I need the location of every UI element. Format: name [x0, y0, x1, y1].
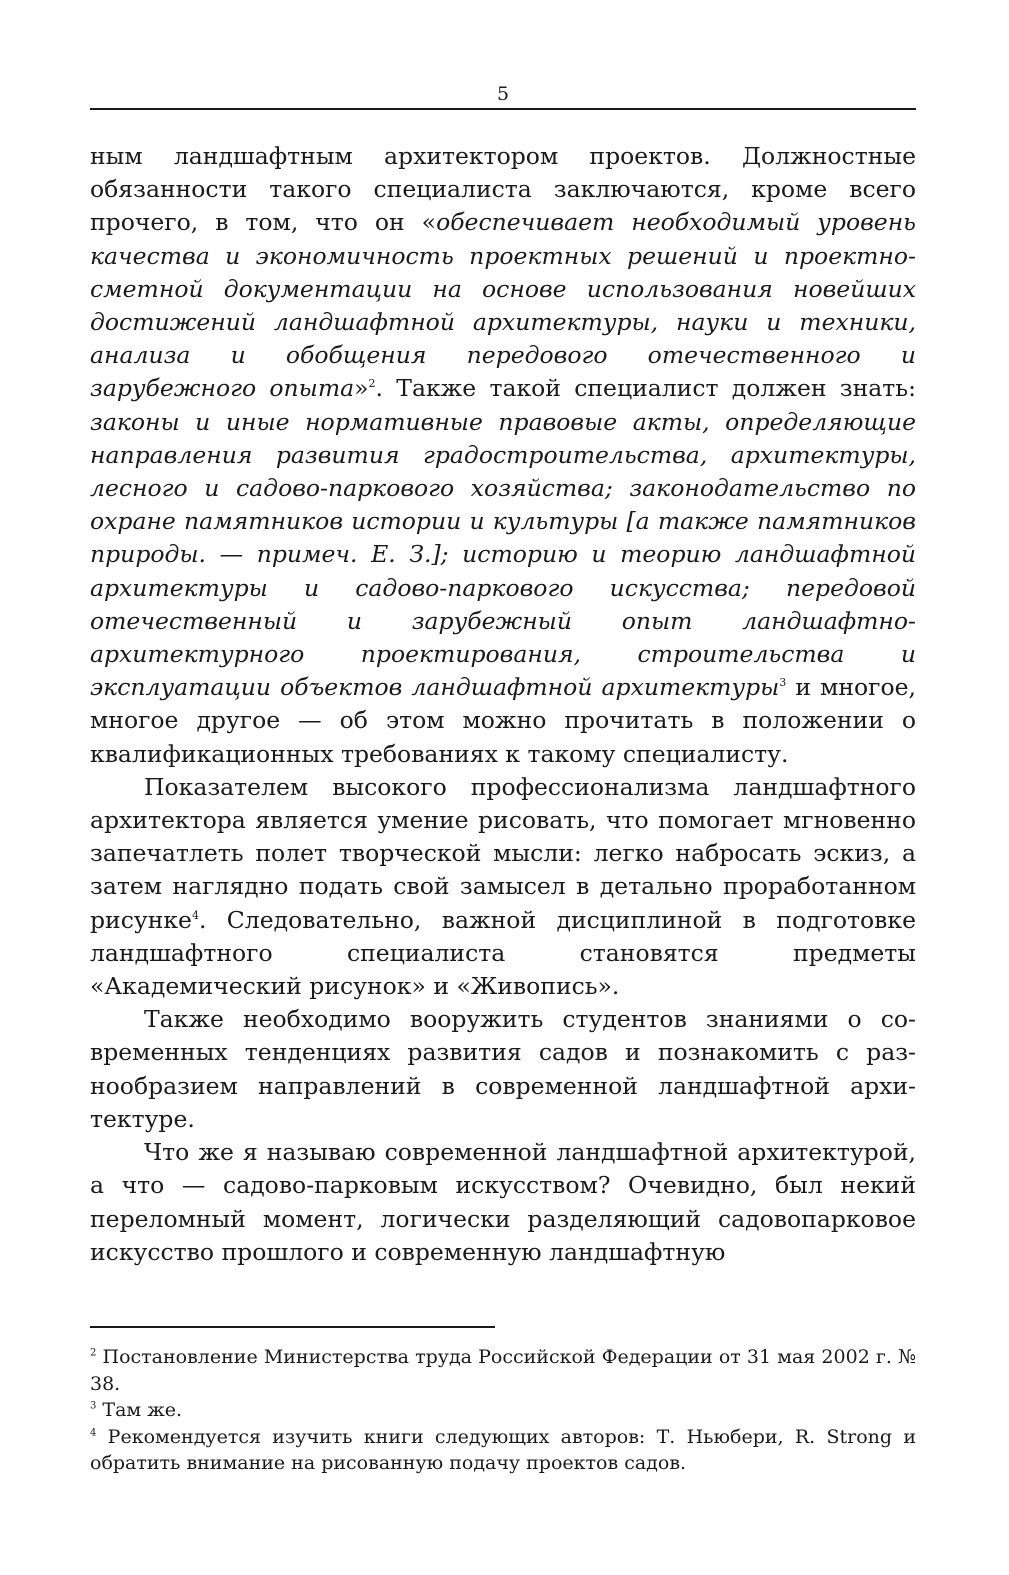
- p1-quote-1: обеспечивает необходимый уровень качества и экономичность проектных решений и проектно-сметной документации на основе использования новейших достижений ландшафтной архитектуры, науки и техники, анализа и обобщения передового отечественного и зарубежного опыта: [90, 208, 916, 403]
- footnote-ref-3[interactable]: 3: [779, 676, 787, 690]
- p2-text-a: Показателем высокого профессионализма ландшафтного архитектора является умение рисовать, что помогает мгновенно запечатлеть полет творческой мысли: легко набросать эскиз, а затем наглядно подать свой замысел в детально проработанном рисунке: [90, 772, 916, 934]
- footnote-4: [90, 1424, 916, 1477]
- p1-text-c: . Также такой специалист должен знать:: [375, 374, 916, 403]
- footnote-number: 3: [90, 1400, 97, 1412]
- paragraph-1: [90, 140, 916, 771]
- header-rule: [90, 108, 916, 110]
- footnote-number: 4: [90, 1427, 97, 1439]
- p1-text-b: »: [354, 374, 369, 403]
- footnote-ref-2[interactable]: 2: [368, 377, 376, 391]
- p1-quote-2: законы и иные нормативные правовые акты, определяющие направления развития градостроительства, архитектуры, лесного и садово-паркового хозяйства; законодательство по охране памятников истории и культуры [а также памятников природы. — примеч. Е. З.]; историю и теорию ландшафтной архитектуры и садово-паркового искусства; передовой отечественный и зарубежный опыт ландшафтно-архитектурного проектирования, строительства и эксплуатации объектов ландшафтной архитектуры: [90, 407, 916, 702]
- footnote-ref-4[interactable]: 4: [191, 908, 199, 922]
- page-number: 5: [496, 83, 510, 105]
- p2-text-b: . Следовательно, важной дисциплиной в подготовке ландшафтного специалиста становятся предметы «Академический рисунок» и «Живопись».: [90, 905, 916, 1001]
- footnote-3: [90, 1397, 916, 1424]
- footnote-2: [90, 1344, 916, 1397]
- p1-text-a: ным ландшафтным архитектором проектов. Должностные обязанности такого специалиста заключаются, кроме всего прочего, в том, что он «: [90, 142, 916, 237]
- footnote-text: Там же.: [102, 1399, 183, 1421]
- book-page: [90, 0, 916, 1575]
- footnote-rule: [90, 1326, 495, 1328]
- paragraph-3: Также необходимо вооружить студентов знаниями о современных тенденциях развития садов и познакомить с разнообразием направлений в современной ландшафтной архитектуре.: [90, 1005, 916, 1133]
- main-text: [90, 140, 916, 1269]
- footnote-text: Постановление Министерства труда Российской Федерации от 31 мая 2002 г. № 38.: [90, 1346, 917, 1395]
- footnote-text: Рекомендуется изучить книги следующих авторов: Т. Ньюбери, R. Strong и обратить внимание на рисованную подачу проектов садов.: [90, 1425, 916, 1474]
- paragraph-2: [90, 771, 916, 1003]
- p1-text-d: и многое, многое другое — об этом можно прочитать в положении о квалификационных требованиях к такому специалисту.: [90, 673, 916, 768]
- paragraph-4: Что же я называю современной ландшафтной архитектурой, а что — садово-парковым искусством? Очевидно, был некий переломный момент, логически разделяющий садовопарковое искусство прошлого и современную ландшафтную: [90, 1138, 916, 1266]
- footnotes: [90, 1344, 916, 1477]
- footnote-number: 2: [90, 1347, 97, 1359]
